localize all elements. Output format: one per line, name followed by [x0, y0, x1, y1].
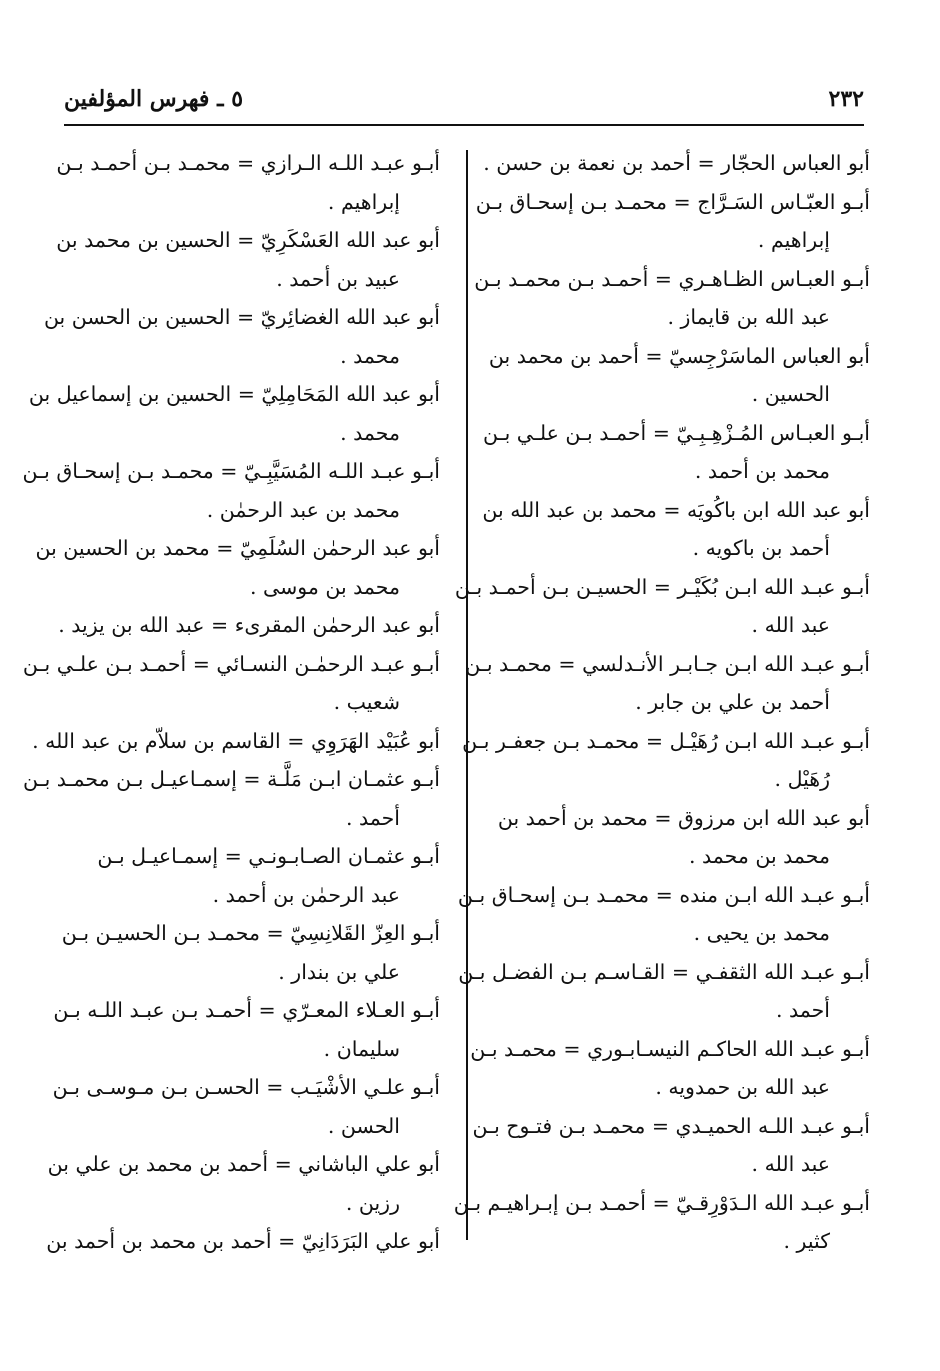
- index-entry: [465, 645, 870, 722]
- entry-continuation-line: الحسن .: [327, 1113, 400, 1138]
- index-entry: [483, 144, 870, 183]
- index-entry: [64, 837, 440, 914]
- entry-continuation-line: محمد .: [340, 343, 400, 368]
- index-entry: [488, 337, 870, 414]
- index-entry: [28, 375, 440, 452]
- entry-continuation-line: أحمد بن باكويه .: [692, 536, 830, 560]
- entry-continuation-line: كثير .: [783, 1229, 830, 1253]
- entry-heading-line: أبـو العبـاس المُـزْهِـبِـيّ = أحمـد بـن علـي بـن: [482, 420, 870, 445]
- index-entry: [462, 722, 870, 799]
- entry-continuation-line: محمد بن أحمد .: [694, 459, 830, 483]
- entry-heading-line: أبـو العبّـاس السَـرَّاج = محمـد بـن إسحـاق بـن: [475, 189, 870, 214]
- entry-heading-line: أبو عبد الله الغضائِريّ = الحسين بن الحسن بن: [43, 305, 440, 329]
- entry-heading-line: أبـو عبـد الله ابـن منده = محمـد بـن إسحـاق بـن: [457, 882, 870, 907]
- entry-continuation-line: رزين .: [345, 1190, 400, 1215]
- entry-heading-line: أبـو عبـد اللـه المُسَيَّبِـيّ = محمـد بـن إسحـاق بـن: [22, 459, 440, 483]
- entry-heading-line: أبـو عبـد الله ابـن بُكَيْـر = الحسيـن بـن أحمـد بـن: [454, 574, 870, 599]
- entry-continuation-line: عبد الله بن قايماز .: [667, 305, 830, 329]
- header-rule: [64, 124, 864, 126]
- entry-continuation-line: محمد بن يحيى .: [693, 921, 830, 945]
- entry-continuation-line: محمد .: [340, 420, 400, 445]
- page-header: [64, 86, 864, 116]
- entry-continuation-line: شعيب .: [333, 690, 400, 714]
- right-column: [453, 144, 870, 1261]
- index-entry: [474, 260, 870, 337]
- entry-heading-line: أبـو عبـد الرحمٰـن النسـائي = أحمـد بـن علـي بـن: [22, 651, 440, 676]
- index-entry: [482, 414, 870, 491]
- section-title: ٥ ـ فهرس المؤلفين: [64, 86, 244, 112]
- index-entry: [56, 144, 440, 221]
- index-entry: [61, 914, 440, 991]
- entry-continuation-line: إبراهيم .: [327, 189, 400, 214]
- entry-heading-line: أبـو علـي الأشْيَـب = الحسـن بـن مـوسـى بـن: [52, 1075, 440, 1099]
- entry-heading-line: أبو عبد الرحمٰن المقرىء = عبد الله بن يزيد .: [58, 613, 440, 637]
- entry-heading-line: أبـو العـلاء المعـرّي = أحمـد بـن عبـد اللـه بـن: [53, 998, 440, 1022]
- entry-heading-line: أبـو عبـد الله الثقفـي = القـاسـم بـن الفضـل بـن: [458, 959, 870, 984]
- entry-continuation-line: محمد بن موسى .: [249, 574, 400, 599]
- entry-heading-line: أبـو عبـد اللـه الحميـدي = محمـد بـن فتـوح بـن: [472, 1113, 870, 1138]
- index-entry: [482, 491, 870, 568]
- entry-heading-line: أبـو عبـد الله ابـن جـابـر الأنـدلسي = محمـد بـن: [465, 651, 870, 676]
- index-entry: [475, 183, 870, 260]
- index-entry: [32, 722, 440, 761]
- entry-heading-line: أبو عبد الرحمٰن السُلَمِيّ = محمد بن الحسين بن: [35, 536, 440, 560]
- index-entry: [43, 298, 440, 375]
- entry-heading-line: أبـو عثمـان الصـابـونـي = إسمـاعيـل بـن: [97, 844, 440, 868]
- entry-heading-line: أبـو عبـد اللـه الـرازي = محمـد بـن أحمـد بـن: [56, 151, 440, 175]
- index-entry: [494, 799, 870, 876]
- index-entry: [52, 1068, 440, 1145]
- entry-continuation-line: رُهَيْل .: [774, 767, 830, 791]
- entry-continuation-line: عبد الله بن حمدويه .: [655, 1075, 830, 1099]
- entry-heading-line: أبو عبد الله ابن باكُويَه = محمد بن عبد الله بن: [482, 497, 870, 522]
- entry-heading-line: أبـو عبـد الله ابـن رُهَيْـل = محمـد بـن جعفـر بـن: [462, 728, 870, 753]
- entry-heading-line: أبو العباس الماسَرْجِسيّ = أحمد بن محمد بن: [488, 343, 870, 368]
- entry-continuation-line: أحمد .: [345, 805, 400, 830]
- entry-continuation-line: أحمد بن علي بن جابر .: [635, 690, 830, 714]
- index-entry: [470, 1030, 870, 1107]
- entry-continuation-line: عبد الرحمٰن بن أحمد .: [212, 882, 400, 907]
- entry-heading-line: أبـو عثمـان ابـن مَلَّـة = إسمـاعيـل بـن محمـد بـن: [22, 767, 440, 791]
- index-entry: [22, 645, 440, 722]
- index-entry: [22, 452, 440, 529]
- entry-continuation-line: سليمان .: [323, 1036, 400, 1061]
- entry-continuation-line: إبراهيم .: [757, 228, 830, 252]
- entry-heading-line: أبو علي البَرَدَانِيّ = أحمد بن محمد بن أحمد بن: [46, 1229, 440, 1253]
- index-entry: [472, 1107, 870, 1184]
- index-entry: [35, 529, 440, 606]
- page-number: ٢٣٢: [828, 86, 864, 112]
- entry-continuation-line: محمد بن محمد .: [688, 844, 830, 868]
- column-divider: [466, 150, 468, 1240]
- entry-continuation-line: محمد بن عبد الرحمٰن .: [206, 497, 400, 522]
- left-column: [22, 144, 440, 1261]
- entry-heading-line: أبو العباس الحجّار = أحمد بن نعمة بن حسن .: [483, 151, 870, 175]
- entry-continuation-line: الحسين .: [751, 382, 830, 406]
- entry-heading-line: أبـو العبـاس الظـاهـري = أحمـد بـن محمـد بـن: [474, 266, 870, 291]
- index-entry: [46, 1222, 440, 1261]
- entry-continuation-line: عبد الله .: [751, 1152, 830, 1176]
- entry-heading-line: أبـو العِزّ القَلانِسِيّ = محمـد بـن الحسيـن بـن: [61, 921, 440, 945]
- entry-continuation-line: أحمد .: [775, 998, 830, 1022]
- index-entry: [22, 760, 440, 837]
- entry-heading-line: أبـو عبـد الله الـدَوْرِقـيّ = أحمـد بـن إبـراهيـم بـن: [453, 1190, 870, 1215]
- index-entry: [56, 221, 440, 298]
- entry-continuation-line: عبد الله .: [751, 613, 830, 637]
- entry-continuation-line: عبيد بن أحمد .: [276, 266, 400, 291]
- index-entry: [457, 876, 870, 953]
- index-entry: [58, 606, 440, 645]
- index-entry: [454, 568, 870, 645]
- index-entry: [458, 953, 870, 1030]
- entry-continuation-line: علي بن بندار .: [278, 959, 400, 984]
- entry-heading-line: أبو عُبَيْد الهَرَوِي = القاسم بن سلاّم بن عبد الله .: [32, 728, 440, 753]
- index-entry: [47, 1145, 440, 1222]
- entry-heading-line: أبو علي الباشاني = أحمد بن محمد بن علي بن: [47, 1152, 440, 1176]
- entry-heading-line: أبو عبد الله ابن مرزوق = محمد بن أحمد بن: [497, 805, 870, 830]
- entry-heading-line: أبو عبد الله المَحَامِلِيّ = الحسين بن إسماعيل بن: [28, 382, 440, 406]
- entry-heading-line: أبو عبد الله العَسْكَرِيّ = الحسين بن محمد بن: [56, 228, 440, 252]
- index-entry: [53, 991, 440, 1068]
- index-entry: [453, 1184, 870, 1261]
- entry-heading-line: أبـو عبـد الله الحاكـم النيسـابـوري = محمـد بـن: [470, 1036, 870, 1061]
